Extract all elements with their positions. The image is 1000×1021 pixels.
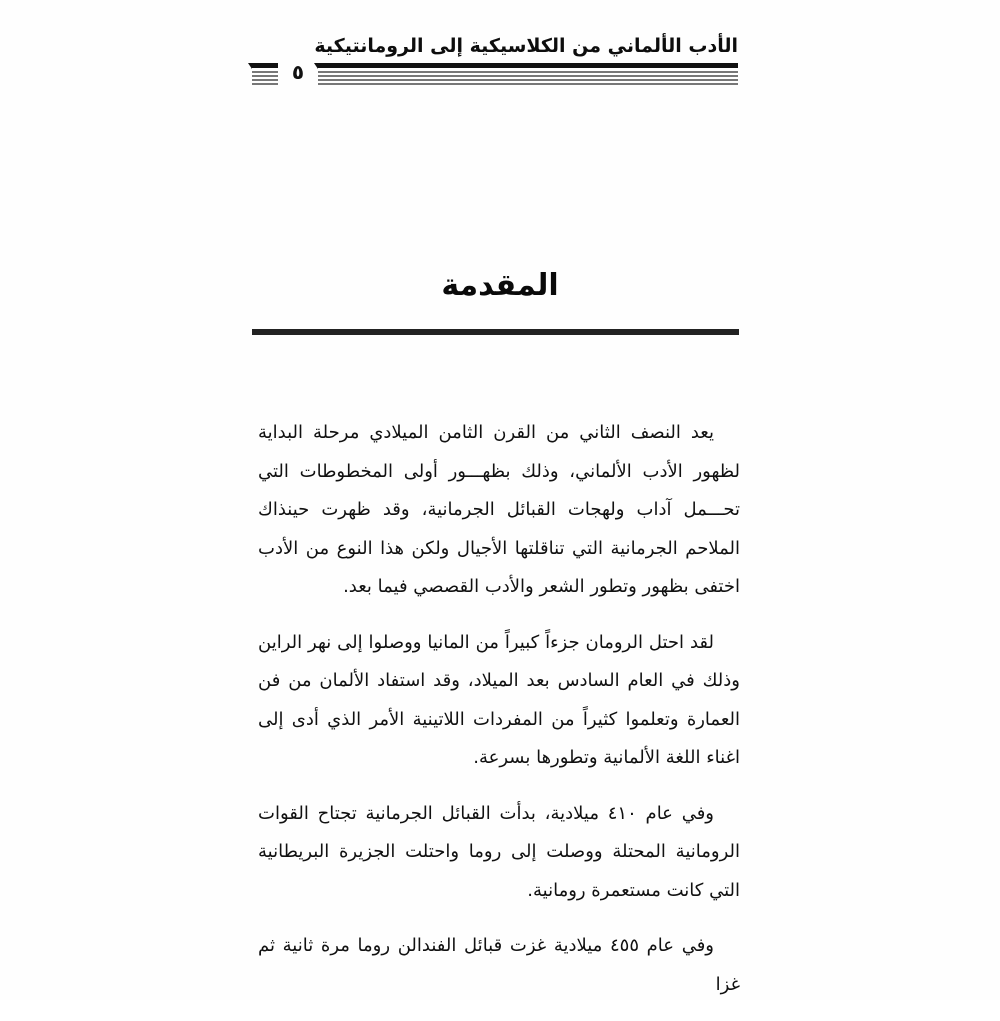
header-rule-thin-line <box>318 83 738 85</box>
chapter-title: المقدمة <box>441 268 559 304</box>
header-rule-thin-line <box>318 75 738 77</box>
page-number: ٥ <box>291 60 305 84</box>
header-rule-thick-line <box>318 63 738 68</box>
paragraph: يعد النصف الثاني من القرن الثامن الميلادي مرحلة البداية لظهور الأدب الألماني، وذلك بظهـــور أولى المخطوطات التي تحـــمل آداب ولهجات القبائل الجرمانية، وقد ظهرت حينذاك الملاحم الجرمانية التي تناقلتها الأجيال ولكن هذا النوع من الأدب اختفى بظهور وتطور الشعر والأدب القصصي فيما بعد. <box>258 422 740 597</box>
header-rule-thin-line <box>318 79 738 81</box>
running-header-title: الأدب الألماني من الكلاسيكية إلى الرومانتيكية <box>314 35 738 57</box>
header-rule-thin-line <box>252 83 278 85</box>
paragraph: لقد احتل الرومان جزءاً كبيراً من المانيا ووصلوا إلى نهر الراين وذلك في العام السادس بعد الميلاد، وقد استفاد الألمان من فن العمارة وتعلموا كثيراً من المفردات اللاتينية الأمر الذي أدى إلى اغناء اللغة الألمانية وتطورها بسرعة. <box>258 631 740 768</box>
header-rule-long <box>318 63 738 85</box>
paragraph: وفي عام ٤٥٥ ميلادية غزت قبائل الفندالن روما مرة ثانية ثم غزا <box>258 935 740 995</box>
header-rule-thin-line <box>252 71 278 73</box>
paragraph: وفي عام ٤١٠ ميلادية، بدأت القبائل الجرمانية تجتاح القوات الرومانية المحتلة ووصلت إلى روما واحتلت الجزيرة البريطانية التي كانت مستعمرة رومانية. <box>258 802 740 901</box>
header-rule-thin-line <box>252 79 278 81</box>
header-rule-thick-line <box>252 63 278 68</box>
title-divider <box>252 329 739 335</box>
header-rule-thin-line <box>252 75 278 77</box>
header-rule-thin-line <box>318 71 738 73</box>
body-text <box>258 414 740 1021</box>
header-rule-short <box>252 63 278 85</box>
